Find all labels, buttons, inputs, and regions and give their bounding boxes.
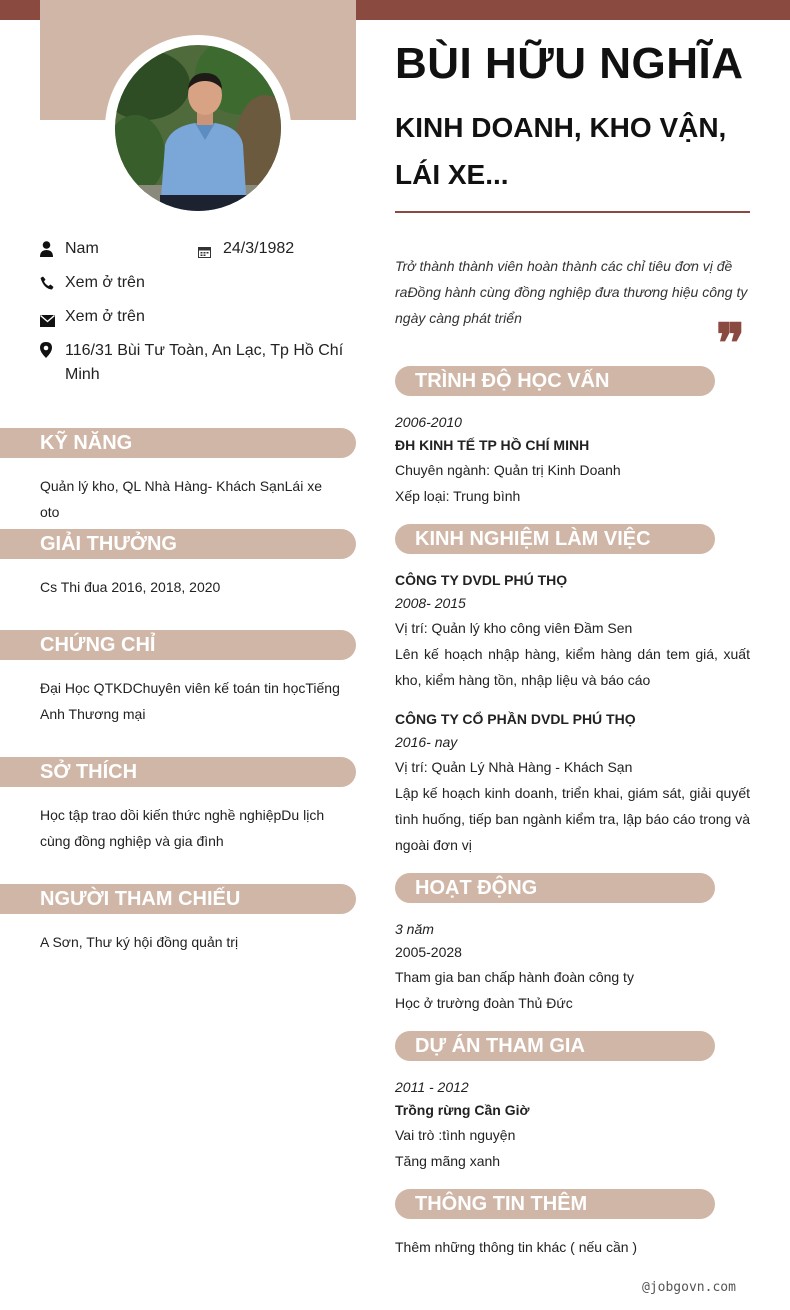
email-value: Xem ở trên: [65, 308, 145, 325]
job-company: CÔNG TY CỔ PHẦN DVDL PHÚ THỌ: [395, 711, 636, 727]
address-value: 116/31 Bùi Tư Toàn, An Lạc, Tp Hồ Chí Minh: [65, 342, 344, 383]
project-description: Tăng mãng xanh: [395, 1153, 501, 1169]
project-role: Vai trò :tình nguyện: [395, 1127, 516, 1143]
job-period: 2008- 2015: [395, 595, 466, 611]
experience-heading: KINH NGHIỆM LÀM VIỆC: [395, 524, 715, 554]
hobbies-heading: SỞ THÍCH: [0, 757, 356, 787]
address-row: [40, 339, 344, 391]
avatar: [115, 45, 281, 211]
job-role: Vị trí: Quản lý kho công viên Đầm Sen: [395, 620, 633, 636]
job-role: Vị trí: Quản Lý Nhà Hàng - Khách Sạn: [395, 759, 633, 775]
mail-icon: [40, 311, 56, 327]
certificates-text: Đại Học QTKDChuyên viên kế toán tin họcTiếng Anh Thương mại: [40, 680, 340, 722]
person-icon: [40, 241, 56, 257]
references-text: A Sơn, Thư ký hội đồng quản trị: [40, 934, 239, 950]
career-objective: Trở thành thành viên hoàn thành các chỉ tiêu đơn vị đề raĐồng hành cùng đồng nghiệp đưa thương hiệu công ty ngày càng phát triển: [395, 258, 748, 326]
skills-text: Quản lý kho, QL Nhà Hàng- Khách SạnLái xe oto: [40, 478, 322, 520]
awards-text: Cs Thi đua 2016, 2018, 2020: [40, 579, 221, 595]
awards-heading: GIẢI THƯỞNG: [0, 529, 356, 559]
education-school: ĐH KINH TẾ TP HỒ CHÍ MINH: [395, 437, 590, 453]
projects-heading: DỰ ÁN THAM GIA: [395, 1031, 715, 1061]
title-divider: [395, 211, 750, 213]
activities-line: Tham gia ban chấp hành đoàn công ty: [395, 969, 634, 985]
project-name: Trồng rừng Cần Giờ: [395, 1102, 530, 1118]
references-heading: NGƯỜI THAM CHIẾU: [0, 884, 356, 914]
activities-period: 3 năm: [395, 921, 434, 937]
extra-info-text: Thêm những thông tin khác ( nếu cần ): [395, 1239, 638, 1255]
activities-heading: HOẠT ĐỘNG: [395, 873, 715, 903]
hobbies-text: Học tập trao dồi kiến thức nghề nghiệpDu lịch cùng đồng nghiệp và gia đình: [40, 807, 325, 849]
gender-value: Nam: [65, 240, 99, 257]
job-description: Lập kế hoạch kinh doanh, triển khai, giám sát, giải quyết tình huống, tiếp ban ngành kiểm tra, lập báo cáo trong và ngoài đơn vị: [395, 785, 750, 853]
education-major: Chuyên ngành: Quản trị Kinh Doanh: [395, 462, 621, 478]
activities-line: Học ở trường đoàn Thủ Đức: [395, 995, 573, 1011]
education-heading: TRÌNH ĐỘ HỌC VẤN: [395, 366, 715, 396]
position-line-1: KINH DOANH, KHO VẬN,: [395, 112, 727, 143]
extra-info-heading: THÔNG TIN THÊM: [395, 1189, 715, 1219]
location-pin-icon: [40, 342, 56, 358]
position-line-2: LÁI XE...: [395, 159, 509, 190]
calendar-icon: [198, 242, 214, 258]
birthday-value: 24/3/1982: [223, 240, 295, 257]
education-period: 2006-2010: [395, 414, 462, 430]
job-description: Lên kế hoạch nhập hàng, kiểm hàng dán tem giá, xuất kho, kiểm hàng tồn, nhập liệu và báo cáo: [395, 646, 750, 688]
phone-value: Xem ở trên: [65, 274, 145, 291]
skills-heading: KỸ NĂNG: [0, 428, 356, 458]
certificates-heading: CHỨNG CHỈ: [0, 630, 356, 660]
education-grade: Xếp loại: Trung bình: [395, 488, 521, 504]
candidate-position: [395, 104, 755, 198]
candidate-name: BÙI HỮU NGHĨA: [395, 39, 744, 88]
project-period: 2011 - 2012: [395, 1079, 469, 1095]
quote-icon: ❞: [716, 316, 746, 356]
phone-icon: [40, 274, 56, 290]
activities-years: 2005-2028: [395, 944, 462, 960]
watermark: @jobgovn.com: [642, 1280, 736, 1295]
job-company: CÔNG TY DVDL PHÚ THỌ: [395, 572, 568, 588]
job-period: 2016- nay: [395, 734, 458, 750]
